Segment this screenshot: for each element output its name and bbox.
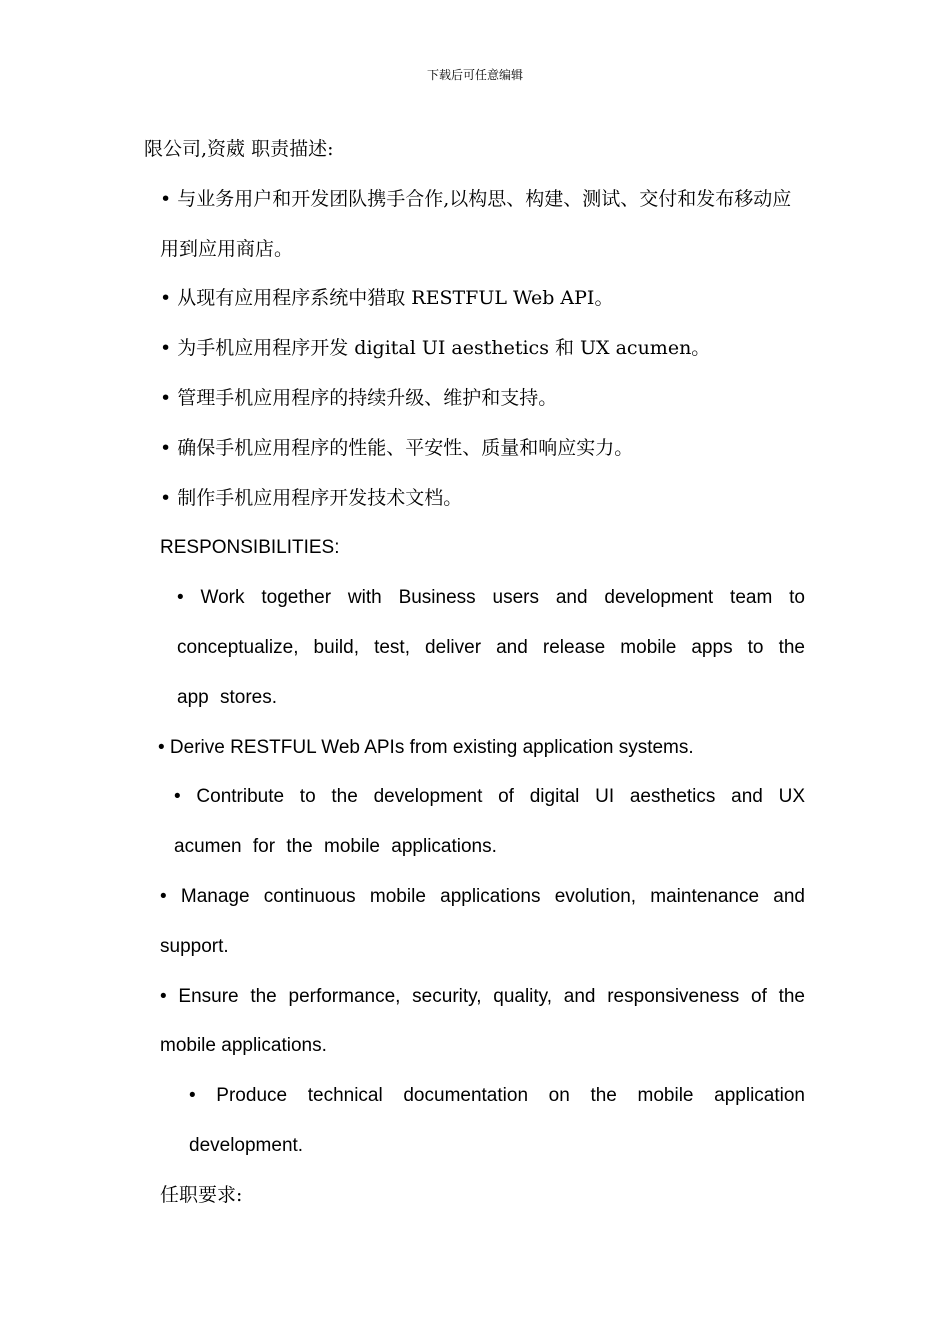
- cn-duty-item: • 管理手机应用程序的持续升级、维护和支持。: [160, 386, 558, 409]
- cn-duty-item: • 制作手机应用程序开发技术文档。: [160, 486, 463, 509]
- intro-line: 限公司,资葳 职责描述:: [144, 138, 334, 160]
- requirements-heading: 任职要求:: [160, 1183, 243, 1206]
- en-duty-item: • Work together with Business users and development team to conceptualize, build, test, deliver and release mobile apps to the app stores.: [177, 587, 805, 708]
- page-header-note: 下载后可任意编辑: [426, 68, 523, 82]
- en-duty-item: • Contribute to the development of digital UI aesthetics and UX acumen for the mobile applications.: [174, 786, 805, 858]
- cn-duty-item: • 确保手机应用程序的性能、平安性、质量和响应实力。: [160, 436, 634, 459]
- responsibilities-heading: RESPONSIBILITIES:: [160, 537, 340, 559]
- cn-duty-item: • 与业务用户和开发团队携手合作,以构思、构建、测试、交付和发布移动应用到应用商店。: [160, 187, 792, 260]
- en-duty-item: • Ensure the performance, security, quality, and responsiveness of the mobile applications.: [160, 985, 805, 1057]
- cn-duty-item: • 为手机应用程序开发 digital UI aesthetics 和 UX acumen。: [160, 337, 711, 360]
- document-body: [144, 125, 805, 1221]
- en-duty-item: • Derive RESTFUL Web APIs from existing application systems.: [158, 736, 694, 758]
- en-duty-item: • Produce technical documentation on the mobile application development.: [189, 1085, 805, 1156]
- cn-duty-item: • 从现有应用程序系统中猎取 RESTFUL Web API。: [160, 287, 614, 310]
- en-duty-item: • Manage continuous mobile applications evolution, maintenance and support.: [160, 885, 805, 957]
